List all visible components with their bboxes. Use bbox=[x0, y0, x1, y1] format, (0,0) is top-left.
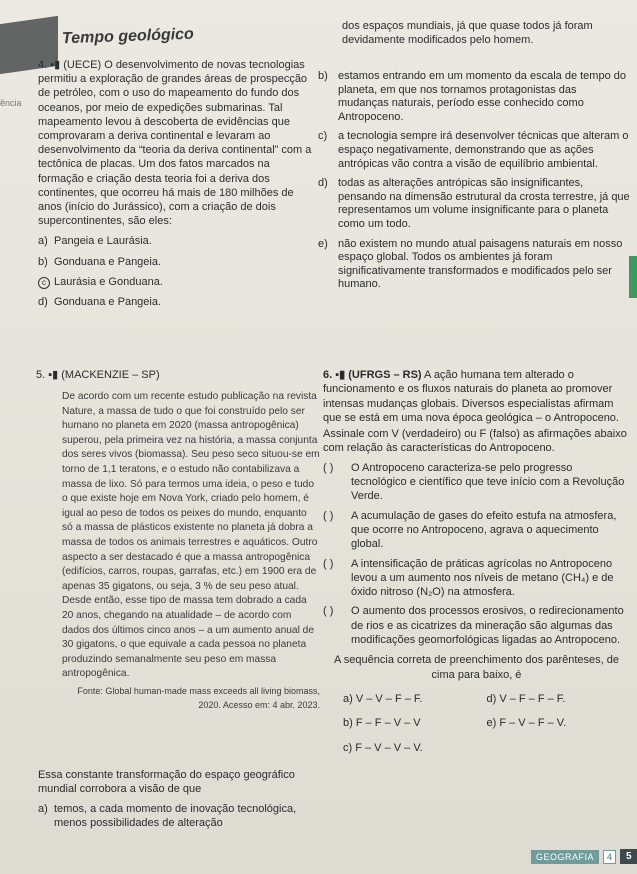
vf-blank[interactable]: ( ) bbox=[323, 461, 334, 474]
vf-text: A intensificação de práticas agrícolas no Antropoceno levou a um aumento nos níveis de metano (CH₄) e de óxido nitroso (N₂O) na atmosfera. bbox=[351, 557, 614, 599]
answer-e[interactable] bbox=[487, 716, 631, 730]
excerpt-source: Fonte: Global human-made mass exceeds all living biomass, 2020. Acesso em: 4 abr. 2023. bbox=[77, 685, 320, 711]
option-text: V – F – F – F. bbox=[499, 692, 566, 705]
previous-question-options bbox=[318, 70, 630, 298]
option-letter: b) bbox=[38, 255, 48, 268]
option-letter: e) bbox=[318, 237, 328, 250]
option-letter: b) bbox=[343, 717, 353, 730]
option-text: todas as alterações antrópicas são insignificantes, pensando na dimensão estrutural da crosta terrestre, já que representamos um volume insignificante para o planeta como um todo. bbox=[338, 177, 630, 230]
option-text: F – F – V – V bbox=[355, 717, 421, 730]
question-6-stem bbox=[323, 368, 630, 425]
option-letter: d) bbox=[486, 692, 497, 705]
option-text: Gonduana e Pangeia. bbox=[54, 255, 162, 268]
option-text: F – V – V – V. bbox=[355, 741, 423, 754]
vf-blank[interactable]: ( ) bbox=[323, 605, 334, 618]
vf-text: O aumento dos processos erosivos, o redirecionamento de rios e as cicatrizes da mineração são algumas das modificações geomorfológicas ligadas ao Antropoceno. bbox=[351, 605, 624, 647]
option-letter: b) bbox=[318, 70, 328, 82]
option-text: Laurásia e Gonduana. bbox=[54, 275, 163, 288]
option-text: Gonduana e Pangeia. bbox=[54, 296, 162, 309]
vf-text: O Antropoceno caracteriza-se pelo progresso tecnológico e científico que teve início com a Revolução Verde. bbox=[351, 461, 625, 503]
section-tag: GEOGRAFIA bbox=[531, 850, 599, 864]
option-text: não existem no mundo atual paisagens naturais em nosso espaço global. Todos os ambientes já foram significativamente transformados e modificados pelo ser humano. bbox=[338, 237, 623, 291]
option-letter-circled: c bbox=[38, 277, 50, 289]
question-5-marker: 5. ▪▮ (MACKENZIE – SP) bbox=[36, 369, 160, 381]
unit-number: 4 bbox=[603, 850, 616, 864]
vf-item[interactable] bbox=[323, 604, 630, 647]
question-5-prompt bbox=[38, 768, 320, 830]
page-number: 5 bbox=[620, 849, 637, 864]
option-text: temos, a cada momento de inovação tecnológica, menos possibilidades de alteração bbox=[54, 803, 297, 829]
option-text: V – V – F – F. bbox=[355, 692, 423, 705]
vf-text: A acumulação de gases do efeito estufa na atmosfera, que ocorre no Antropoceno, agrava o aquecimento global. bbox=[351, 509, 617, 551]
section-heading: Tempo geológico bbox=[61, 25, 195, 48]
option-c[interactable] bbox=[38, 275, 318, 289]
page-footer bbox=[531, 849, 637, 864]
option-text: F – V – F – V. bbox=[499, 717, 567, 730]
question-6-text: A ação humana tem alterado o funcionamento e os fluxos naturais do planeta ao promover intensas mudanças globais. Diversos especialistas afirmam que se está em uma nova época geológica – o Antropoceno. bbox=[323, 369, 619, 424]
question-4-marker: 4. ▪▮ (UECE) bbox=[38, 59, 102, 71]
option-b[interactable] bbox=[38, 255, 318, 269]
edge-tab bbox=[629, 256, 637, 298]
option-c[interactable] bbox=[318, 130, 630, 171]
question-6-instruction: Assinale com V (verdadeiro) ou F (falso) as afirmações abaixo com relação às características do Antropoceno. bbox=[323, 428, 627, 455]
answer-d[interactable] bbox=[487, 692, 631, 706]
option-a[interactable] bbox=[38, 802, 320, 830]
option-letter: a) bbox=[38, 803, 48, 815]
option-text: estamos entrando em um momento da escala de tempo do planeta, em que nos tornamos protagonistas das mudanças naturais, período esse conhecido como Antropoceno. bbox=[338, 70, 626, 123]
question-5-excerpt bbox=[62, 390, 320, 713]
answer-options bbox=[323, 692, 630, 755]
option-b[interactable] bbox=[318, 70, 630, 124]
question-5-stem: Essa constante transformação do espaço geográfico mundial corrobora a visão de que bbox=[38, 769, 295, 795]
option-d[interactable] bbox=[318, 177, 630, 231]
question-6 bbox=[323, 368, 630, 755]
answer-a[interactable] bbox=[343, 692, 487, 706]
option-text: a tecnologia sempre irá desenvolver técnicas que alteram o espaço negativamente, demonstrando que as ações antrópicas vão contra a visão de equilíbrio ambiental. bbox=[338, 130, 629, 170]
vf-item[interactable] bbox=[323, 557, 630, 600]
side-fragment: ência bbox=[0, 98, 22, 108]
answer-c[interactable] bbox=[343, 741, 487, 755]
continuation-text: dos espaços mundiais, já que quase todos já foram devidamente modificados pelo homem. bbox=[342, 20, 593, 46]
excerpt-text: De acordo com um recente estudo publicação na revista Nature, a massa de tudo o que foi construído pelo ser humano no planeta em 2020 (massa antropogênica) superou, pela primeira vez na história, a massa conjunta dos seres vivos (biomassa). Seu peso seco situou-se em torno de 1,1 teratons, e o estudo não contabilizava a massa de lixo. Só para termos uma ideia, o peso e tudo o que existe hoje em Nova York, criado pelo homem, é igual ao peso de todos os peixes do mundo, enquanto só a massa de plásticos existente no planeta já dobra a massa de todos os animais terrestres e aquáticos. Outro aspecto a ser destacado é que a massa antropogênica (edifícios, carros, roupas, garrafas, etc.) em 1900 era de apenas 35 gigatons, ou seja, 3 % de seu peso atual. Desde então, esse tipo de massa tem dobrado a cada 20 anos, chegando na atualidade – de acordo com dados dos últimos cinco anos – a um aumento anual de 30 gigatons, o que equivale a cada pessoa no planeta produzindo semanalmente seu peso em massa antropogênica. bbox=[62, 391, 320, 680]
question-4-stem bbox=[38, 58, 318, 228]
vf-item[interactable] bbox=[323, 461, 630, 504]
option-letter: d) bbox=[38, 296, 48, 309]
option-a[interactable] bbox=[38, 234, 318, 248]
option-d[interactable] bbox=[38, 295, 318, 309]
vf-item[interactable] bbox=[323, 509, 630, 552]
question-6-sequence-prompt: A sequência correta de preenchimento dos parênteses, de cima para baixo, é bbox=[334, 654, 619, 681]
question-4 bbox=[38, 58, 318, 309]
option-letter: a) bbox=[38, 235, 48, 248]
option-letter: a) bbox=[343, 692, 353, 705]
option-letter: c) bbox=[318, 130, 328, 143]
option-letter: c) bbox=[343, 741, 353, 754]
answer-b[interactable] bbox=[343, 716, 487, 730]
vf-blank[interactable]: ( ) bbox=[323, 509, 334, 522]
option-e[interactable] bbox=[318, 238, 630, 292]
option-letter: e) bbox=[486, 717, 497, 730]
question-6-marker: 6. ▪▮ (UFRGS – RS) bbox=[323, 369, 422, 381]
vf-blank[interactable]: ( ) bbox=[323, 557, 334, 570]
option-text: Pangeia e Laurásia. bbox=[54, 235, 152, 248]
question-4-text: O desenvolvimento de novas tecnologias permitiu a exploração de grandes áreas de prospecção de petróleo, com o uso do mapeamento do fundo dos oceanos, por meio de expedições submarinas. Tal mapeamento levou à descoberta de evidências que comprovaram a deriva continental e levaram ao desenvolvimento da “teoria da deriva continental” com a tectônica de placas. Um dos fatos marcados na formação e criação desta teoria foi a deriva dos continentes, que ocorreu há mais de 180 milhões de anos (início do Jurássico), com a criação de dois supercontinentes, são eles: bbox=[38, 59, 312, 228]
option-letter: d) bbox=[318, 177, 328, 190]
